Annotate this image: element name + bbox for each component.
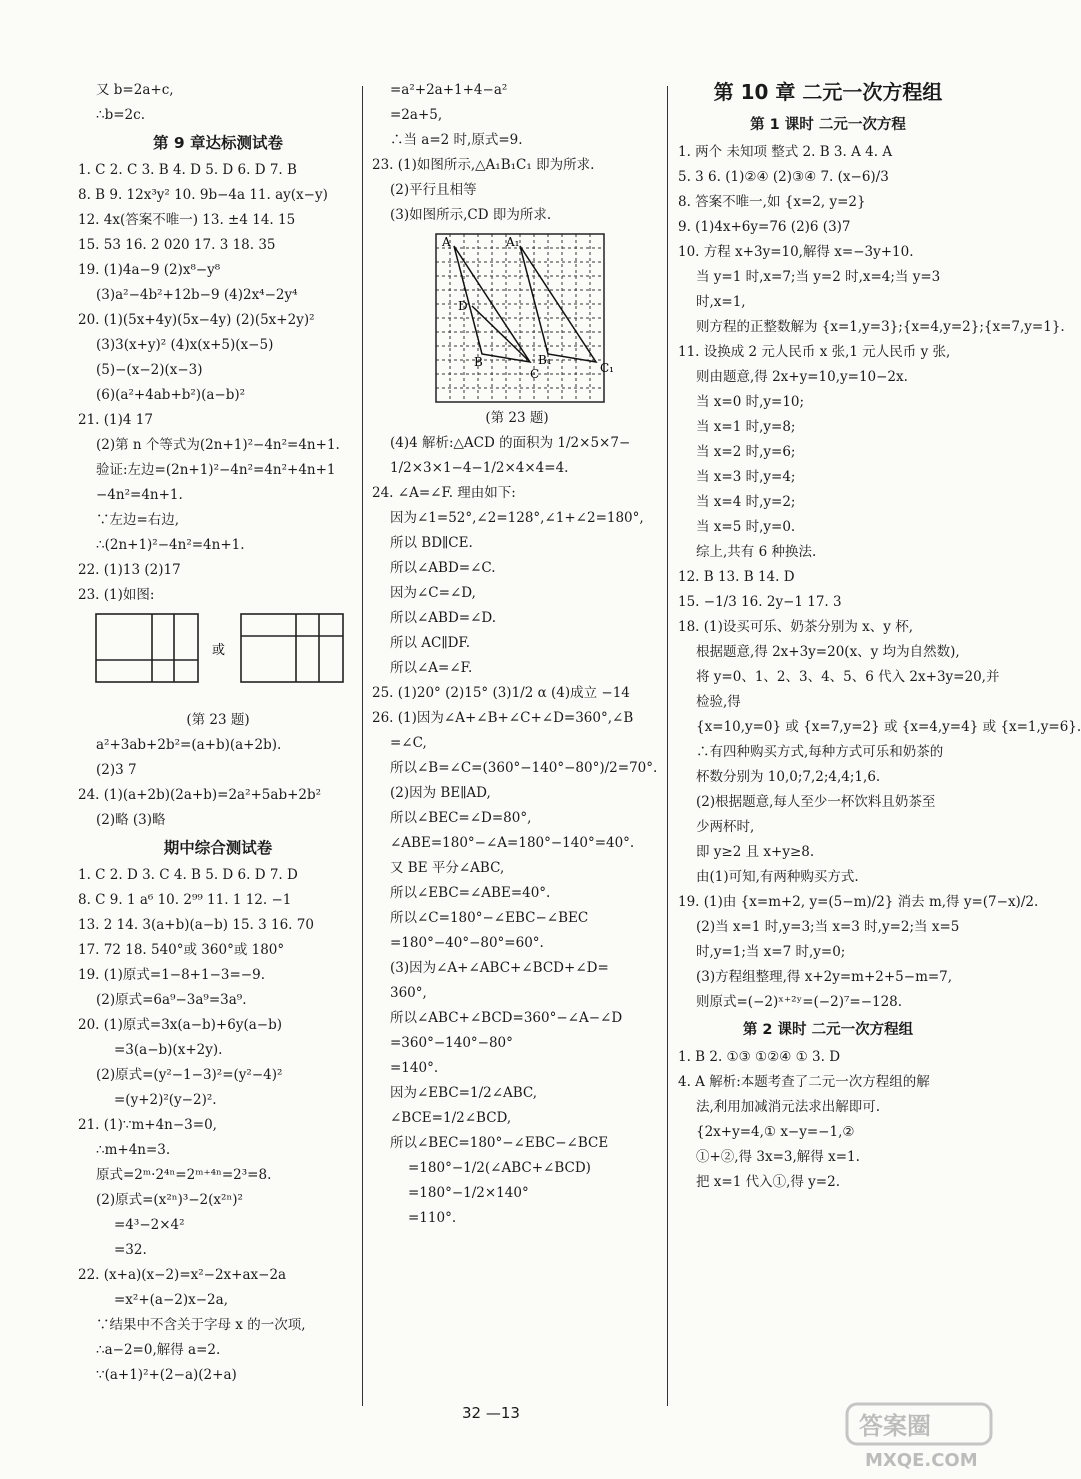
right-line: 当 x=5 时,y=0. [696, 519, 796, 535]
left-line: ∵左边=右边, [96, 512, 180, 528]
column-divider-1 [362, 86, 363, 1406]
mid2-line: =180°−40°−80°=60°. [390, 935, 544, 951]
left-line: 22. (1)13 (2)17 [78, 562, 181, 578]
right-line: {x=10,y=0} 或 {x=7,y=2} 或 {x=4,y=4} 或 {x=1,y=6}. [696, 719, 1081, 735]
mid2-line: (4)4 解析:△ACD 的面积为 1/2×5×7− [390, 435, 631, 451]
grid-figure [372, 228, 662, 406]
right-line: 当 x=4 时,y=2; [696, 494, 796, 510]
mid2-line: 所以 BD∥CE. [390, 535, 473, 551]
right-line: 10. 方程 x+3y=10,解得 x=−3y+10. [678, 244, 914, 260]
right-line: 法,利用加减消元法求出解即可. [696, 1099, 881, 1115]
label-B1: B₁ [538, 353, 552, 367]
label-A1: A₁ [506, 235, 520, 249]
right-line: 时,y=1;当 x=7 时,y=0; [696, 944, 846, 960]
right-line: ①+②,得 3x=3,解得 x=1. [696, 1149, 860, 1165]
right-column [678, 74, 1081, 1195]
right-line: (2)根据题意,每人至少一杯饮料且奶茶至 [696, 794, 936, 810]
mid2-line: 所以∠BEC=180°−∠EBC−∠BCE [390, 1135, 609, 1151]
mid-line: (3)如图所示,CD 即为所求. [390, 207, 552, 223]
segment-cd [472, 306, 530, 362]
mid2-line: =140°. [390, 1060, 439, 1076]
mid2-line: 又 BE 平分∠ABC, [390, 860, 505, 876]
left2-line: (2)原式=(x²ⁿ)³−2(x²ⁿ)² [96, 1192, 243, 1208]
mid-line: 23. (1)如图所示,△A₁B₁C₁ 即为所求. [372, 157, 595, 173]
right-line: 即 y≥2 且 x+y≥8. [696, 844, 815, 860]
right-line: 根据题意,得 2x+3y=20(x、y 均为自然数), [696, 644, 960, 660]
right-line: 则原式=(−2)ˣ⁺²ʸ=(−2)⁷=−128. [696, 994, 903, 1010]
right-line: 第 10 章 二元一次方程组 [713, 80, 943, 104]
mid2-line: ∠ABE=180°−∠A=180°−140°=40°. [390, 835, 635, 851]
left-line: (2)第 n 个等式为(2n+1)²−4n²=4n+1. [96, 437, 340, 453]
right-line: 则由题意,得 2x+y=10,y=10−2x. [696, 369, 908, 385]
right-line: 杯数分别为 10,0;7,2;4,4;1,6. [696, 769, 881, 785]
right-line: 综上,共有 6 种换法. [696, 544, 817, 560]
right-line: 12. B 13. B 14. D [678, 569, 795, 585]
right-line: 时,x=1, [696, 294, 746, 310]
left-line: (3)3(x+y)² (4)x(x+5)(x−5) [96, 337, 274, 353]
mid2-line: 所以∠BEC=∠D=80°, [390, 810, 532, 826]
right-line: (3)方程组整理,得 x+2y=m+2+5−m=7, [696, 969, 953, 985]
left2-line: 17. 72 18. 540°或 360°或 180° [78, 942, 285, 958]
left2-line: a²+3ab+2b²=(a+b)(a+2b). [96, 737, 282, 753]
left-line: −4n²=4n+1. [96, 487, 183, 503]
mid2-line: =180°−1/2×140° [408, 1185, 529, 1201]
mid2-line: 所以∠B=∠C=(360°−140°−80°)/2=70°. [390, 760, 658, 776]
left-line: (3)a²−4b²+12b−9 (4)2x⁴−2y⁴ [96, 287, 298, 303]
middle-column [372, 78, 662, 1231]
left2-line: 22. (x+a)(x−2)=x²−2x+ax−2a [78, 1267, 287, 1283]
left2-line: =32. [114, 1242, 147, 1258]
left2-line: 21. (1)∵m+4n−3=0, [78, 1117, 217, 1133]
left2-line: ∴a−2=0,解得 a=2. [96, 1342, 221, 1358]
mid-line: (2)平行且相等 [390, 182, 477, 198]
left-line: 12. 4x(答案不唯一) 13. ±4 14. 15 [78, 212, 296, 228]
label-A: A [442, 235, 451, 249]
left-line: 1. C 2. C 3. B 4. D 5. D 6. D 7. B [78, 162, 297, 178]
mid2-line: 所以 AC∥DF. [390, 635, 470, 651]
left-fig-caption: (第 23 题) [186, 712, 250, 728]
right-line: 9. (1)4x+6y=76 (2)6 (3)7 [678, 219, 851, 235]
left2-line: ∵结果中不含关于字母 x 的一次项, [96, 1317, 306, 1333]
mid2-line: 26. (1)因为∠A+∠B+∠C+∠D=360°,∠B [372, 710, 634, 726]
mid2-line: 所以∠C=180°−∠EBC−∠BEC [390, 910, 589, 926]
column-divider-2 [667, 86, 668, 1406]
right-line: 18. (1)设买可乐、奶茶分别为 x、y 杯, [678, 619, 913, 635]
mid2-line: 所以∠ABC+∠BCD=360°−∠A−∠D [390, 1010, 623, 1026]
right-line: 把 x=1 代入①,得 y=2. [696, 1174, 840, 1190]
right-line: 第 2 课时 二元一次方程组 [742, 1022, 914, 1038]
right-line: 当 x=2 时,y=6; [696, 444, 796, 460]
mid2-line: 所以∠ABD=∠C. [390, 560, 496, 576]
left2-line: 8. C 9. 1 a⁶ 10. 2⁹⁹ 11. 1 12. −1 [78, 892, 292, 908]
mid2-line: =∠C, [390, 735, 427, 751]
left2-line: 期中综合测试卷 [163, 839, 273, 857]
left2-line: ∴m+4n=3. [96, 1142, 171, 1158]
right-line: 将 y=0、1、2、3、4、5、6 代入 2x+3y=20,并 [696, 669, 1000, 685]
mid-line: ∴当 a=2 时,原式=9. [390, 132, 523, 148]
left-line: ∴(2n+1)²−4n²=4n+1. [96, 537, 245, 553]
left2-line: ∵(a+1)²+(2−a)(2+a) [96, 1367, 237, 1383]
right-line: (2)当 x=1 时,y=3;当 x=3 时,y=2;当 x=5 [696, 919, 960, 935]
right-line: {2x+y=4,① x−y=−1,② [696, 1124, 855, 1140]
mid2-line: 所以∠A=∠F. [390, 660, 473, 676]
triangle-a1b1c1 [520, 246, 596, 362]
left-line: 19. (1)4a−9 (2)x⁸−y⁸ [78, 262, 221, 278]
watermark-logo [845, 1400, 995, 1472]
right-line: 4. A 解析:本题考查了二元一次方程组的解 [678, 1074, 930, 1090]
right-line: ∴有四种购买方式,每种方式可乐和奶茶的 [696, 744, 944, 760]
right-line: 检验,得 [696, 694, 741, 710]
mid2-line: 25. (1)20° (2)15° (3)1/2 α (4)成立 −14 [372, 685, 630, 701]
left2-line: (2)原式=6a⁹−3a⁹=3a⁹. [96, 992, 247, 1008]
left2-line: 24. (1)(a+2b)(2a+b)=2a²+5ab+2b² [78, 787, 322, 803]
mid2-line: 24. ∠A=∠F. 理由如下: [372, 485, 516, 501]
mid2-line: 因为∠C=∠D, [390, 585, 476, 601]
mid2-line: 360°, [390, 985, 427, 1001]
left2-line: (2)3 7 [96, 762, 137, 778]
right-line: 少两杯时, [696, 819, 755, 835]
left2-line: 19. (1)原式=1−8+1−3=−9. [78, 967, 265, 983]
mid2-line: ∠BCE=1/2∠BCD, [390, 1110, 512, 1126]
left2-line: (2)略 (3)略 [96, 812, 166, 828]
right-line: 当 y=1 时,x=7;当 y=2 时,x=4;当 y=3 [696, 269, 941, 285]
mid2-line: 因为∠EBC=1/2∠ABC, [390, 1085, 538, 1101]
right-line: 11. 设换成 2 元人民币 x 张,1 元人民币 y 张, [678, 344, 951, 360]
mid2-line: (2)因为 BE∥AD, [390, 785, 491, 801]
mid2-line: 所以∠ABD=∠D. [390, 610, 497, 626]
left-line: (5)−(x−2)(x−3) [96, 362, 203, 378]
right-line: 当 x=0 时,y=10; [696, 394, 805, 410]
mid-line: =a²+2a+1+4−a² [390, 82, 508, 98]
left2-line: 20. (1)原式=3x(a−b)+6y(a−b) [78, 1017, 282, 1033]
left2-line: =3(a−b)(x+2y). [114, 1042, 223, 1058]
mid2-line: =110°. [408, 1210, 457, 1226]
left-line: 8. B 9. 12x³y² 10. 9b−4a 11. ay(x−y) [78, 187, 328, 203]
page-number: 32 —13 [462, 1404, 520, 1422]
right-line: 当 x=3 时,y=4; [696, 469, 796, 485]
label-C1: C₁ [600, 361, 614, 375]
left2-line: =(y+2)²(y−2)². [114, 1092, 217, 1108]
left2-line: 原式=2ᵐ·2⁴ⁿ=2ᵐ⁺⁴ⁿ=2³=8. [96, 1167, 272, 1183]
svg-text:答案圈: 答案圈 [859, 1412, 931, 1440]
mid2-line: 所以∠EBC=∠ABE=40°. [390, 885, 551, 901]
right-line: 5. 3 6. (1)②④ (2)③④ 7. (x−6)/3 [678, 169, 889, 185]
left-line: 20. (1)(5x+4y)(5x−4y) (2)(5x+2y)² [78, 312, 315, 328]
right-line: 当 x=1 时,y=8; [696, 419, 796, 435]
right-line: 1. B 2. ①③ ①②④ ① 3. D [678, 1049, 841, 1065]
left-line: 第 9 章达标测试卷 [152, 134, 284, 152]
right-line: 19. (1)由 {x=m+2, y=(5−m)/2} 消去 m,得 y=(7−x)/2. [678, 894, 1039, 910]
mid2-line: =180°−1/2(∠ABC+∠BCD) [408, 1160, 591, 1176]
mid2-line: 因为∠1=52°,∠2=128°,∠1+∠2=180°, [390, 510, 644, 526]
left-line: 验证:左边=(2n+1)²−4n²=4n²+4n+1 [96, 462, 336, 478]
svg-text:MXQE.COM: MXQE.COM [865, 1450, 978, 1471]
left2-line: =4³−2×4² [114, 1217, 185, 1233]
right-line: 8. 答案不唯一,如 {x=2, y=2} [678, 194, 866, 210]
left2-line: =x²+(a−2)x−2a, [114, 1292, 228, 1308]
mid2-line: 1/2×3×1−4−1/2×4×4=4. [390, 460, 569, 476]
rectangle-figure [78, 608, 358, 708]
fig-right-rect [241, 614, 343, 682]
label-B: B [474, 355, 483, 369]
fig-left-rect [96, 614, 198, 682]
grid-fig-caption: (第 23 题) [485, 410, 549, 426]
left-line: 21. (1)4 17 [78, 412, 153, 428]
left-line: ∴b=2c. [96, 107, 145, 123]
fig-or-label: 或 [212, 643, 226, 658]
right-line: 1. 两个 未知项 整式 2. B 3. A 4. A [678, 144, 893, 160]
right-line: 则方程的正整数解为 {x=1,y=3};{x=4,y=2};{x=7,y=1}. [696, 319, 1065, 335]
left-line: 15. 53 16. 2 020 17. 3 18. 35 [78, 237, 276, 253]
label-D: D [458, 299, 468, 313]
left2-line: 13. 2 14. 3(a+b)(a−b) 15. 3 16. 70 [78, 917, 314, 933]
right-line: 第 1 课时 二元一次方程 [750, 117, 906, 133]
left-line: (6)(a²+4ab+b²)(a−b)² [96, 387, 246, 403]
left2-line: (2)原式=(y²−1−3)²=(y²−4)² [96, 1067, 283, 1083]
mid2-line: =360°−140°−80° [390, 1035, 513, 1051]
right-line: 15. −1/3 16. 2y−1 17. 3 [678, 594, 842, 610]
left-line: 又 b=2a+c, [96, 82, 174, 98]
mid2-line: (3)因为∠A+∠ABC+∠BCD+∠D= [390, 960, 609, 976]
left2-line: 1. C 2. D 3. C 4. B 5. D 6. D 7. D [78, 867, 298, 883]
left-line: 23. (1)如图: [78, 587, 155, 603]
left-column [78, 78, 358, 1388]
right-line: 由(1)可知,有两种购买方式. [696, 869, 859, 885]
mid-line: =2a+5, [390, 107, 443, 123]
label-C: C [530, 367, 540, 381]
